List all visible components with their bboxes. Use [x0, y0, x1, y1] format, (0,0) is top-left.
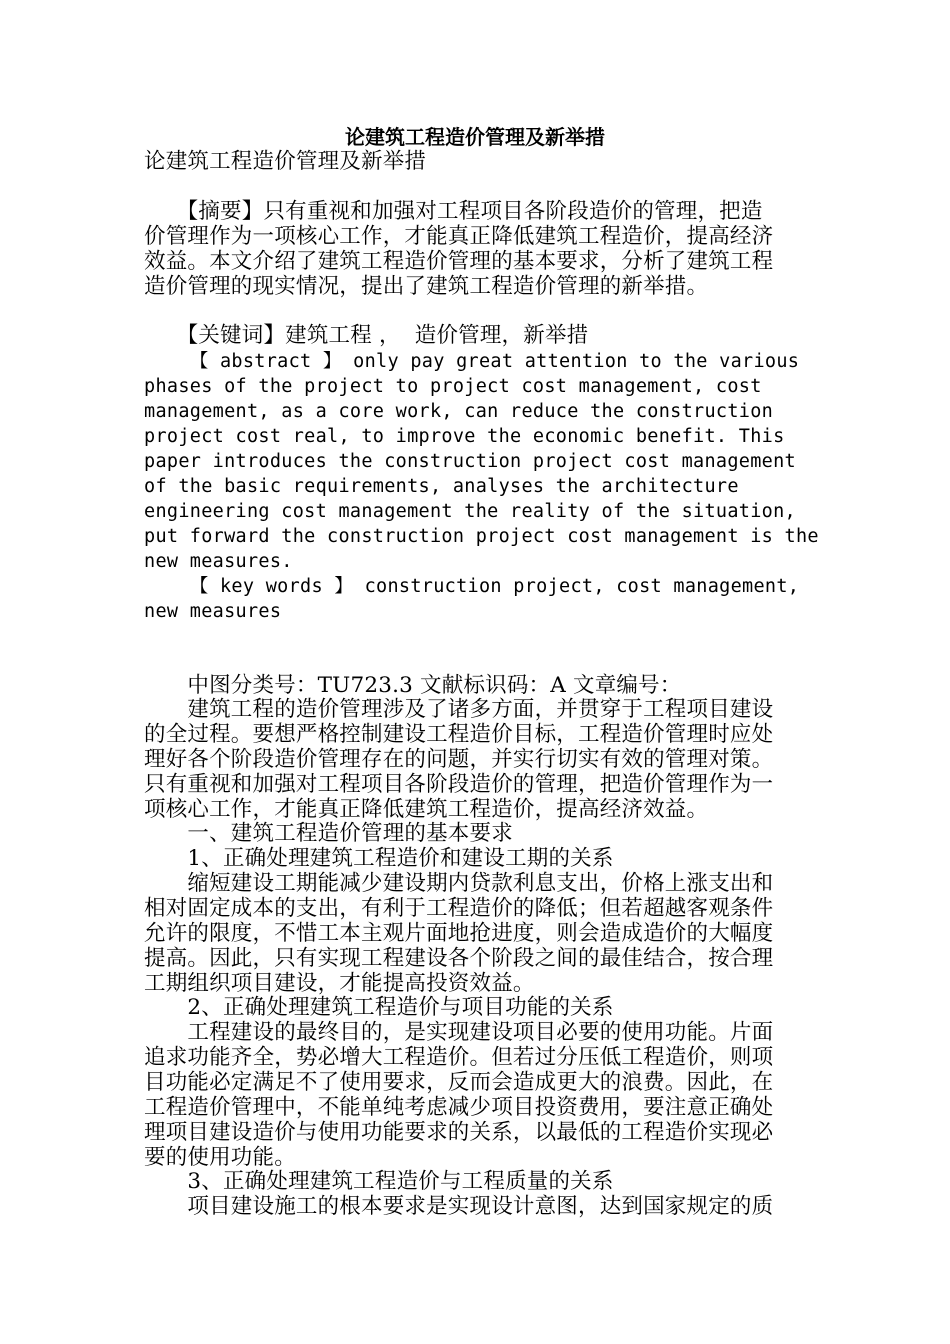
- document-title: 论建筑工程造价管理及新举措: [345, 125, 605, 149]
- body-line: 项目建设施工的根本要求是实现设计意图，达到国家规定的质: [144, 1194, 774, 1219]
- abstract-en-line: put forward the construction project cost management is the: [144, 526, 819, 547]
- body-line: 工程建设的最终目的，是实现建设项目必要的使用功能。片面: [144, 1020, 774, 1045]
- abstract-cn-line: 【摘要】只有重视和加强对工程项目各阶段造价的管理，把造: [144, 199, 763, 224]
- abstract-en-line: new measures.: [144, 551, 293, 572]
- subsection-heading: 1、正确处理建筑工程造价和建设工期的关系: [144, 846, 614, 871]
- abstract-en-line: engineering cost management the reality of the situation,: [144, 501, 796, 522]
- keywords-en-line: new measures: [144, 601, 282, 622]
- classification-line: 中图分类号：TU723.3 文献标识码：A 文章编号：: [144, 673, 682, 698]
- abstract-en-line: 【 abstract 】 only pay great attention to the various: [144, 351, 800, 372]
- abstract-cn-line: 价管理作为一项核心工作，才能真正降低建筑工程造价，提高经济: [144, 224, 774, 249]
- keywords-cn: 【关键词】建筑工程 ， 造价管理，新举措: [144, 323, 589, 348]
- subsection-heading: 3、正确处理建筑工程造价与工程质量的关系: [144, 1169, 614, 1194]
- section-heading: 一、建筑工程造价管理的基本要求: [144, 821, 513, 846]
- document-subtitle: 论建筑工程造价管理及新举措: [144, 149, 427, 174]
- body-line: 的全过程。要想严格控制建设工程造价目标，工程造价管理时应处: [144, 722, 774, 747]
- body-line: 理好各个阶段造价管理存在的问题，并实行切实有效的管理对策。: [144, 747, 774, 772]
- body-line: 建筑工程的造价管理涉及了诸多方面，并贯穿于工程项目建设: [144, 697, 774, 722]
- abstract-en-line: management, as a core work, can reduce the construction: [144, 401, 774, 422]
- keywords-en-line: 【 key words 】 construction project, cost management,: [144, 576, 800, 597]
- abstract-en-line: of the basic requirements, analyses the architecture: [144, 476, 739, 497]
- body-line: 缩短建设工期能减少建设期内贷款利息支出，价格上涨支出和: [144, 871, 774, 896]
- body-line: 理项目建设造价与使用功能要求的关系，以最低的工程造价实现必: [144, 1120, 774, 1145]
- body-line: 追求功能齐全，势必增大工程造价。但若过分压低工程造价，则项: [144, 1045, 774, 1070]
- abstract-cn-line: 造价管理的现实情况，提出了建筑工程造价管理的新举措。: [144, 274, 709, 299]
- body-line: 相对固定成本的支出，有利于工程造价的降低；但若超越客观条件: [144, 896, 774, 921]
- abstract-en-line: project cost real, to improve the economic benefit. This: [144, 426, 785, 447]
- abstract-en-line: paper introduces the construction project cost management: [144, 451, 796, 472]
- body-line: 提高。因此，只有实现工程建设各个阶段之间的最佳结合，按合理: [144, 946, 774, 971]
- abstract-en-line: phases of the project to project cost management, cost: [144, 376, 762, 397]
- body-line: 工程造价管理中，不能单纯考虑减少项目投资费用，要注意正确处: [144, 1095, 774, 1120]
- body-line: 要的使用功能。: [144, 1145, 296, 1170]
- subsection-heading: 2、正确处理建筑工程造价与项目功能的关系: [144, 995, 614, 1020]
- body-line: 工期组织项目建设，才能提高投资效益。: [144, 971, 535, 996]
- body-line: 只有重视和加强对工程项目各阶段造价的管理，把造价管理作为一: [144, 772, 774, 797]
- body-line: 目功能必定满足不了使用要求，反而会造成更大的浪费。因此，在: [144, 1070, 774, 1095]
- abstract-cn-line: 效益。本文介绍了建筑工程造价管理的基本要求，分析了建筑工程: [144, 249, 774, 274]
- body-line: 允许的限度，不惜工本主观片面地抢进度，则会造成造价的大幅度: [144, 921, 774, 946]
- body-line: 项核心工作，才能真正降低建筑工程造价，提高经济效益。: [144, 797, 709, 822]
